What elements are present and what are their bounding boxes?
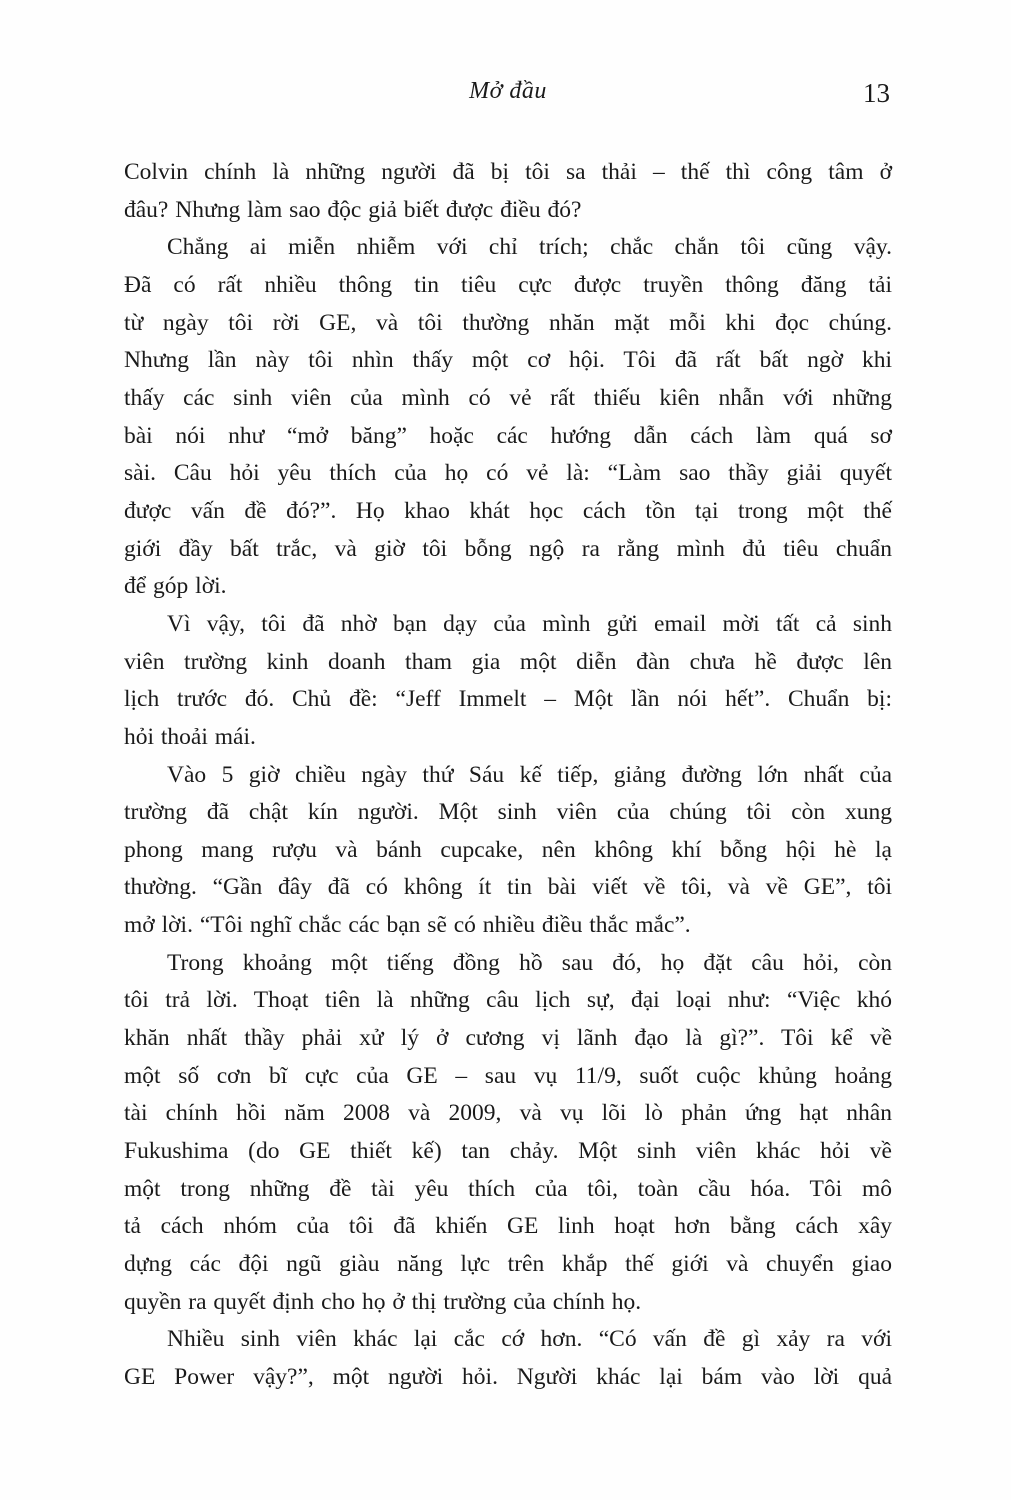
text-line: thấy các sinh viên của mình có vẻ rất thiếu kiên nhẫn với những xyxy=(124,384,892,411)
text-line: hỏi thoải mái. xyxy=(124,723,256,750)
text-line: phong mang rượu và bánh cupcake, nên không khí bỗng hội hè lạ xyxy=(124,836,892,863)
text-line: khăn nhất thầy phải xử lý ở cương vị lãnh đạo là gì?”. Tôi kể về xyxy=(124,1025,892,1052)
paragraph xyxy=(124,229,892,606)
text-line: Vì vậy, tôi đã nhờ bạn dạy của mình gửi email mời tất cả sinh xyxy=(167,610,892,637)
text-line: lịch trước đó. Chủ đề: “Jeff Immelt – Một lần nói hết”. Chuẩn bị: xyxy=(124,686,892,713)
text-line: Colvin chính là những người đã bị tôi sa thải – thế thì công tâm ở xyxy=(124,159,892,185)
text-line: đâu? Nhưng làm sao độc giả biết được điều đó? xyxy=(124,196,582,223)
text-line: Đã có rất nhiều thông tin tiêu cực được truyền thông đăng tải xyxy=(124,271,892,298)
text-line: để góp lời. xyxy=(124,573,227,600)
running-header xyxy=(124,76,892,116)
paragraph xyxy=(124,945,892,1322)
text-line: từ ngày tôi rời GE, và tôi thường nhăn mặt mỗi khi đọc chúng. xyxy=(124,309,892,336)
text-line: dựng các đội ngũ giàu năng lực trên khắp thế giới và chuyển giao xyxy=(124,1251,892,1278)
text-line: một trong những đề tài yêu thích của tôi, toàn cầu hóa. Tôi mô xyxy=(124,1175,892,1202)
text-line: Nhiều sinh viên khác lại cắc cớ hơn. “Có vấn đề gì xảy ra với xyxy=(167,1326,892,1353)
text-line: trường đã chật kín người. Một sinh viên của chúng tôi còn xung xyxy=(124,799,892,826)
text-line: viên trường kinh doanh tham gia một diễn đàn chưa hề được lên xyxy=(124,648,892,675)
text-line: Trong khoảng một tiếng đồng hồ sau đó, họ đặt câu hỏi, còn xyxy=(167,949,892,976)
text-line: được vấn đề đó?”. Họ khao khát học cách tồn tại trong một thế xyxy=(124,497,892,524)
text-line: thường. “Gần đây đã có không ít tin bài viết về tôi, và về GE”, tôi xyxy=(124,874,892,901)
text-line: sài. Câu hỏi yêu thích của họ có vẻ là: “Làm sao thầy giải quyết xyxy=(124,460,892,487)
text-line: Chẳng ai miễn nhiễm với chỉ trích; chắc chắn tôi cũng vậy. xyxy=(167,234,892,261)
text-line: quyền ra quyết định cho họ ở thị trường của chính họ. xyxy=(124,1288,642,1315)
text-line: tôi trả lời. Thoạt tiên là những câu lịch sự, đại loại như: “Việc khó xyxy=(124,987,892,1014)
text-line: bài nói như “mở băng” hoặc các hướng dẫn cách làm quá sơ xyxy=(124,422,892,449)
text-line: Vào 5 giờ chiều ngày thứ Sáu kế tiếp, giảng đường lớn nhất của xyxy=(167,761,892,788)
text-line: mở lời. “Tôi nghĩ chắc các bạn sẽ có nhiều điều thắc mắc”. xyxy=(124,912,691,939)
paragraph xyxy=(124,757,892,945)
text-line: tả cách nhóm của tôi đã khiến GE linh hoạt hơn bằng cách xây xyxy=(124,1213,892,1240)
text-line: một số cơn bĩ cực của GE – sau vụ 11/9, suốt cuộc khủng hoảng xyxy=(124,1062,892,1089)
text-line: Fukushima (do GE thiết kế) tan chảy. Một sinh viên khác hỏi về xyxy=(124,1138,892,1165)
page-number: 13 xyxy=(863,78,890,108)
text-line: Nhưng lần này tôi nhìn thấy một cơ hội. Tôi đã rất bất ngờ khi xyxy=(124,347,892,374)
text-line: tài chính hồi năm 2008 và 2009, và vụ lõi lò phản ứng hạt nhân xyxy=(124,1100,892,1127)
text-line: GE Power vậy?”, một người hỏi. Người khác lại bám vào lời quả xyxy=(124,1364,892,1390)
body-text xyxy=(124,154,892,1397)
paragraph xyxy=(124,154,892,229)
paragraph xyxy=(124,606,892,757)
section-title: Mở đầu xyxy=(469,78,547,104)
text-line: giới đầy bất trắc, và giờ tôi bỗng ngộ ra rằng mình đủ tiêu chuẩn xyxy=(124,535,892,562)
paragraph xyxy=(124,1321,892,1396)
